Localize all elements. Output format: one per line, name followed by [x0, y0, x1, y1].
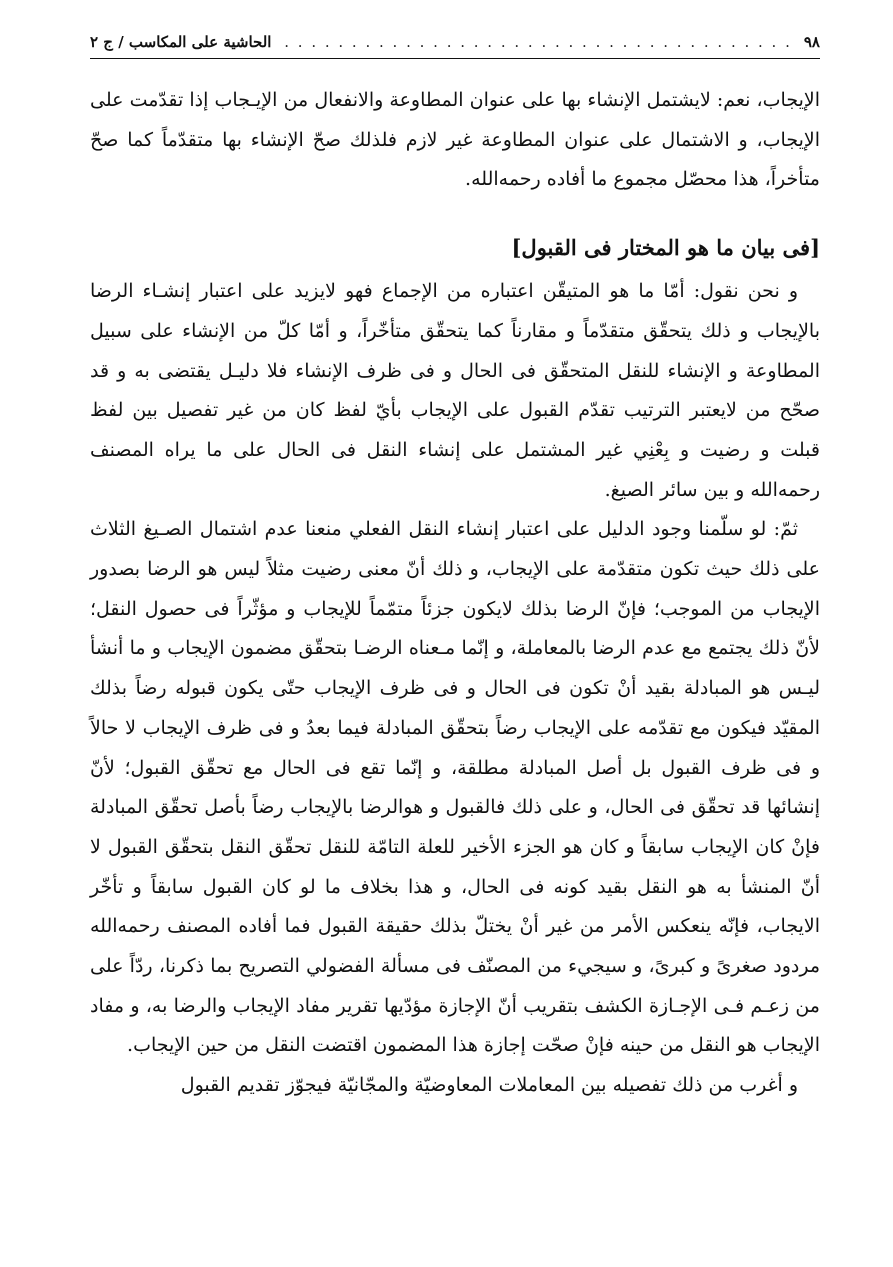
section-title: [فى بيان ما هو المختار فى القبول] — [511, 235, 820, 261]
page-header — [90, 28, 820, 59]
leader-dots — [275, 33, 791, 51]
body-text — [90, 81, 820, 1106]
page-number: ٩٨ — [803, 33, 820, 51]
running-title: الحاشية على المكاسب / ج ٢ — [90, 33, 272, 51]
page — [90, 28, 820, 1106]
paragraph-top-1: الإيجاب، نعم: لايشتمل الإنشاء بها على عنوان المطاوعة والانفعال من الإيـجاب إذا تقدّمت على الإيجاب، و الاشتمال على عنوان المطاوعة غير لازم فلذلك صحّ الإنشاء بها متقدّماً كما صحّ متأخراً، هذا محصّل مجموع ما أفاده رحمه‌الله. — [90, 89, 820, 191]
paragraph-main-1: و نحن نقول: أمّا ما هو المتيقّن اعتباره من الإجماع فهو لايزيد على اعتبار إنشـاء الرضا بالإيجاب و ذلك يتحقّق متقدّماً و مقارناً كما يتحقّق متأخّراً، و أمّا كلّ من الإنشاء على سبيل المطاوعة و الإنشاء للنقل المتحقّق فى الحال و فى ظرف الإنشاء فلا دليـل يقتضى به و قد صحّح من لايعتبر الترتيب تقدّم القبول على الإيجاب بأيّ لفظ كان من غير تفصيل بين لفظ قبلت و رضيت و بِعْنِي غير المشتمل على إنشاء النقل فى الحال على ما يراه المصنف رحمه‌الله و بين سائر الصيغ. — [90, 280, 820, 501]
paragraph-main-3: و أغرب من ذلك تفصيله بين المعاملات المعاوضيّة والمجّانيّة فيجوّز تقديم القبول — [180, 1074, 798, 1097]
paragraph-main-2: ثمّ: لو سلّمنا وجود الدليل على اعتبار إنشاء النقل الفعلي منعنا عدم اشتمال الصـيغ الثلاث على ذلك حيث تكون متقدّمة على الإيجاب، و ذلك أنّ معنى رضيت مثلاً ليس هو الرضا بصدور الإيجاب من الموجب؛ فإنّ الرضا بذلك لايكون جزئاً متمّماً للإيجاب و مؤثّراً فى حصول النقل؛ لأنّ ذلك يجتمع مع عدم الرضا بالمعاملة، و إنّما مـعناه الرضـا بتحقّق مضمون الإيجاب و ما أنشأ ليـس هو المبادلة بقيد أنْ تكون فى الحال و فى ظرف الإيجاب حتّى يكون قبوله رضاً بذلك المقيّد فيكون مع تقدّمه على الإيجاب رضاً بتحقّق المبادلة فيما بعدُ و فى ظرف الإيجاب لا حالاً و فى ظرف القبول بل أصل المبادلة مطلقة، و إنّما تقع فى الحال مع تحقّق القبول؛ لأنّ إنشائها قد تحقّق فى الحال، و على ذلك فالقبول و هوالرضا بالإيجاب رضاً بأصل تحقّق المبادلة فإنْ كان الإيجاب سابقاً و كان هو الجزء الأخير للعلة التامّة للنقل تحقّق النقل بتحقّق القبول لا أنّ المنشأ به هو النقل بقيد كونه فى الحال، و هذا بخلاف ما لو كان القبول سابقاً و تأخّر الايجاب، فإنّه ينعكس الأمر من غير أنْ يختلّ بذلك حقيقة القبول فما أفاده المصنف رحمه‌الله مردود صغرىً و كبرىً، و سيجيء من المصنّف فى مسألة الفضولي التصريح بما ذكرنا، ردّاً على من زعـم فـى الإجـازة الكشف بتقريب أنّ الإجازة مؤدّيها تقرير مفاد الإيجاب والرضا به، و مفاد الإيجاب هو النقل من حينه فإنْ صحّت إجازة هذا المضمون اقتضت النقل من حين الإيجاب. — [90, 518, 820, 1057]
